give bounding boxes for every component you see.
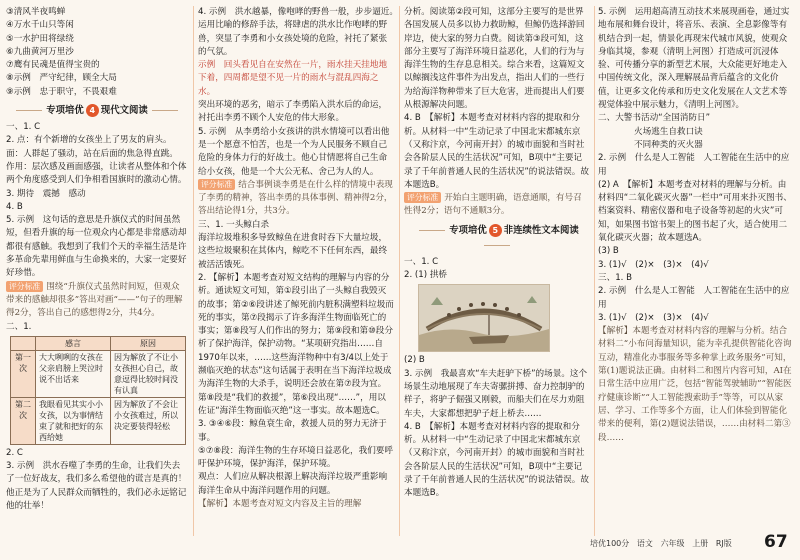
answer-line: 一、1. C <box>6 122 41 133</box>
answer-line: 4. B 【解析】本题考查对材料内容的提取和分析。从材料一中“生动记录了中国北宋都城东京（又称汴京，今河南开封）的城市面貌和当时社会各阶层人民的生活状况”可知，B项中“主要记录了千年前普通人民的生活状况”的说法错误。故本题选B。 <box>404 113 589 190</box>
answer-line: 不同种类的灭火器 <box>634 139 703 150</box>
column-1 <box>6 6 188 538</box>
scoring-note: 评分标准 结合事例谈李勇是在什么样的情境中表现了李勇的精神，答出李勇的具体事例、精神得2分，答出结论得1分，共3分。 <box>198 179 393 217</box>
column-2 <box>198 6 403 538</box>
answer-line: 一、1. C <box>404 256 439 267</box>
table-cell: 第一次 <box>11 350 36 397</box>
answer-line: 分析。阅读第②段可知，这部分主要写的是世界各国发展人员多以协力救助鲸，但鲸仍选择游回岸边，使大家的努力白费。阅读第③段可知，这部分主要写了海洋环境日益恶化，人们的行为与海洋生物的生存息息相关。综合来看，这篇短文以鲸搁浅这件事件为出发点，指出人们的一些行为给海洋物种带来了巨大危害，进而提出人们要从根源解决问题。 <box>404 7 585 111</box>
answer-line: 2. 示例 什么是人工智能 人工智能在生活中的应用 <box>598 286 790 310</box>
section-header: 专项培优 4 现代文阅读 <box>6 103 188 118</box>
answer-line: 2. C <box>6 447 23 458</box>
answer-line: 5. 示例 运用超高清互动技术来展现画卷，通过实地布展和舞台设计，将音乐、表演、全息影像等有机结合到一起，情景化再现宋代城市风貌，使观众身临其境，参观（清明上河图）打造成可沉浸体验、可传播分享的新型艺术展，大众能更好地走入中国传统文化，深入理解展品背后蕴含的文化价值，让更多文化传承和历史文化发展在人文艺术等视觉体验中展示魅力，《清明上河图》。 <box>598 7 790 111</box>
scoring-note: 评分标准 开始白主题明确，语意通顺，有号召性得2分；语句不通顺3分。 <box>404 193 582 217</box>
answer-line: 3. 期待 震撼 感动 <box>6 188 86 199</box>
answer-line: ⑨示例 忠于职守，不畏艰难 <box>6 86 117 97</box>
scoring-tag: 评分标准 <box>6 281 43 292</box>
answer-line: 3. 示例 我最喜欢“车夫赶驴下桥”的场景。这个场景生动地展现了车夫寄骡拼搏、奋力控制驴的样子，将驴子倔强又刚毅，而船夫们在尽力劝阻车夫，大家都想把驴子赶上桥去…… <box>404 368 588 419</box>
answer-line: 作用：层次感及画面感强，让读者从整体和个体两个角度感受到人们争相看国旗时的激动心情。 <box>6 161 187 186</box>
page-footer: 培优100分 语文 六年级 上册 RJ版 <box>590 539 732 548</box>
answer-line: ⑦鹰有民魂是值得宝贵的 <box>6 60 100 71</box>
answer-line: 2. 示例 什么是人工智能 人工智能在生活中的应用 <box>598 153 790 177</box>
answer-line: 5. 示例 这句话的意思是升旗仪式的时间虽然短，但看升旗的每一位观众内心都是非常感动却都很有感触。我想到了我们个天的幸福生活是许多革命先辈用鲜血与生命换来的，大家一定要好好珍惜。 <box>6 215 187 279</box>
answer-line: 2. (1) 拱桥 <box>404 270 448 281</box>
answer-line: 3. (1)√ (2)× (3)× (4)√ <box>598 259 709 270</box>
table-cell: 因为解放了不会让小女孩难过，所以决定要装得轻松 <box>111 397 186 444</box>
answer-line: 4. 示例 洪水越暴，像咆哮的野兽一般，步步逼近。 运用比喻的修辞手法，将肆虐的洪水比作咆哮的野兽，突显了李勇和小女孩处境的危险，衬托了紧张的气氛。 <box>198 7 403 57</box>
answer-line: 面：人群起了骚动，站在后面的焦急得直跳。 <box>6 148 178 159</box>
table-header: 原因 <box>111 336 186 350</box>
answer-line: (2) B <box>404 355 425 366</box>
analysis-note: 【解析】本题考查对短文内容及主旨的理解 <box>198 498 362 509</box>
answer-line: 2. 【解析】本题考查对短文结构的理解与内容的分析。通读短文可知，第①段引出了一头鲸自我毁灭的故事；第②⑥段讲述了鲸死前内脏积满塑料垃圾而死的事实，第⑦段揭示了许多海洋生物面临死亡的事实；第⑧段写人们作出的努力；第⑨段和第⑩段分析了保护海洋，保护动物。“某项研究指出……自1970年以来，……这些海洋物种中有3/4以上处于濒临灭绝的状态”这句话属于表明在当下海洋垃圾成为海洋生物的大杀手，说明还会放在第⑦段为宜。第⑧段是“我们的救援”，第⑥段出现“……”，用以佐证“海洋生物面临灭绝”这一事实。故本题选C。 <box>198 272 394 416</box>
column-divider <box>193 6 194 536</box>
analysis-note: 【解析】本题考查对材料内容的理解与分析。结合材料二“小布问海量知识，能为幸孔提供智能化咨询互动，精准化办事服务等多种掌上政务服务”可知，第(1)题说法正确。由材料二和图片内容可知，AI在日常生活中应用广泛，包括“智能驾驶辅助”“智能医疗健康诊断”“人工智能搜索助手”等等，可以从家居、学习、工作等多个方面，让人们体验到智能化带来的便利，第(2)题说法错误，……由材料二第③段…… <box>598 326 792 443</box>
answer-line: ⑤⑦⑧段：海洋生物的生存环境日益恶化，我们要呼吁保护环境，保护海洋，保护环境。 <box>198 445 393 470</box>
answer-line: 4. B <box>6 201 23 212</box>
answer-line: 三、1. 一头鲸白杀 <box>198 219 270 230</box>
answer-line: (2) A 【解析】本题考查对材料的理解与分析。由材料四“二氧化碳灭火器”一栏中“可用来扑灭图书、档案资料、精密仪器和电子设备等初起的火灾”可知，如果图书馆书架上的图书起了火，适合使用二氧化碳灭火器；故本题选A。 <box>598 179 792 244</box>
answer-line: 2. 点：有个新增的女孩坐上了男友的肩头。 <box>6 135 172 146</box>
answer-line: 突出环境的恶劣，暗示了李勇陷入洪水后的命运，衬托出李勇不顾个人安危的伟大形象。 <box>198 100 388 124</box>
answer-line: ④万水千山只等闲 <box>6 20 74 31</box>
column-divider <box>594 6 595 536</box>
table-row <box>11 397 186 444</box>
table-row <box>11 350 186 397</box>
answer-line: 示例 回头看见自在安然在一片，雨水挂天挂地地下着，四周都是望不见一片的雨水与混乱四海之水。 <box>198 60 388 97</box>
page-number: 67 <box>764 532 788 552</box>
answer-line: 二、1. <box>6 321 32 332</box>
table-cell: 因为解放了不让小女孩担心自己，故意逗得比较时间没有认真 <box>111 350 186 397</box>
section-number-badge: 5 <box>489 224 502 237</box>
section-number-badge: 4 <box>86 104 99 117</box>
answer-line: 5. 示例 从李勇给小女孩讲的洪水情境可以看出他是一个愿意不怕苦，也是一个为人民服务不顾自己危险的身体力行的好战士。他心甘情愿将自己生命给小女孩，他是一个大公无私、舍己为人的人。 <box>198 126 390 177</box>
answer-table <box>10 336 186 445</box>
answer-line: (3) B <box>598 246 619 257</box>
scoring-tag: 评分标准 <box>198 179 235 190</box>
answer-line: ⑥九曲黄河万里沙 <box>6 46 74 57</box>
column-divider <box>399 6 400 536</box>
answer-line: ③清风半夜鸣蝉 <box>6 7 66 17</box>
bridge-painting-image <box>418 284 550 352</box>
answer-line: 二、大警书活动“全国消防日” <box>598 113 711 124</box>
column-3 <box>404 6 590 538</box>
answer-line: 三、1. B <box>598 272 633 283</box>
answer-line: 3. 示例 洪水吞噬了李勇的生命，让我们失去了一位好战友，我们多么希望他的谎言是真的！他正是为了人民群众而牺牲的，我们必永远铭记他的壮举！ <box>6 461 187 512</box>
section-header: 专项培优 5 非连续性文本阅读 <box>404 223 590 253</box>
scoring-note: 评分标准 围绕“升旗仪式虽然时间短，但观众带来的感触却很多”答出对画“——”句子的理解得2分，答出自己的感想得2分，共4分。 <box>6 281 183 319</box>
table-cell: 第二次 <box>11 397 36 444</box>
answer-line: 4. B 【解析】本题考查对材料内容的提取和分析。从材料一中“生动记录了中国北宋都城东京（又称汴京，今河南开封）的城市面貌和当时社会各阶层人民的生活状况”可知，B项中“主要记录了千年前普通人民的生活状况”的说法错误。故本题选B。 <box>404 421 589 499</box>
table-cell: 我眼看见其实小小女孩，以为事情结束了就和把好的东西给她 <box>36 397 111 444</box>
answer-line: ⑤一水护田将绿绕 <box>6 33 74 44</box>
answer-line: ⑧示例 严守纪律，顾全大局 <box>6 73 117 84</box>
answer-line: 3. (1)√ (2)× (3)× (4)√ <box>598 312 709 323</box>
answer-line: 海洋垃圾堆积多导致鲸鱼在进食时吞下大量垃圾，这些垃圾聚积在其体内，鲸吃不下任何东西，最终被活活饿死。 <box>198 233 388 270</box>
scoring-tag: 评分标准 <box>404 192 441 203</box>
answer-line: 观点：人们应从解决根源上解决海洋垃圾严重影响海洋生命从中海洋问题作用的问题。 <box>198 472 388 496</box>
table-header: 感言 <box>36 336 111 350</box>
column-4 <box>598 6 792 538</box>
answer-line: 火场逃生自救口诀 <box>634 126 703 137</box>
answer-line: 3. ③④⑥段：鲸鱼衰生命，救援人员的努力无济于事。 <box>198 419 387 443</box>
table-cell: 大大咧咧的女孩在父亲肩膀上哭泣时说不出话来 <box>36 350 111 397</box>
